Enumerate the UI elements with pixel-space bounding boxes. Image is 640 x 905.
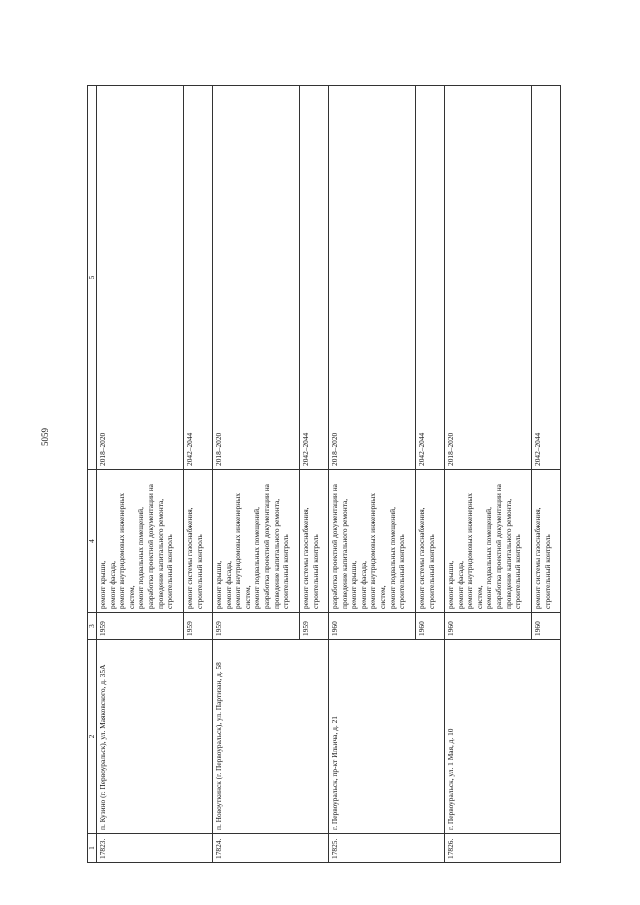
works-list (329, 470, 416, 613)
column-number-5: 5 (88, 86, 97, 470)
work-item: строительный контроль (310, 534, 320, 609)
work-item: ремонт крыши, (446, 560, 455, 609)
table-row (97, 86, 184, 863)
commission-year: 1960 (532, 613, 561, 640)
works-list (416, 470, 445, 613)
work-item: проведение капитального ремонта, (339, 498, 349, 609)
work-item: ремонт системы газоснабжения, (185, 507, 194, 609)
work-item: ремонт системы газоснабжения, (301, 507, 310, 609)
work-item: строительный контроль (165, 534, 175, 609)
work-item: ремонт подвальных помещений, (484, 507, 494, 609)
work-item: строительный контроль (194, 534, 204, 609)
repair-period: 2042–2044 (532, 86, 561, 470)
work-item: проведение капитального ремонта, (503, 498, 513, 609)
works-list (213, 470, 300, 613)
table-body (88, 86, 561, 863)
entry-address: г. Первоуральск, ул. 1 Мая, д. 10 (445, 640, 561, 834)
entry-address: п. Новоуткинск (г. Первоуральск), ул. Партизан, д. 58 (213, 640, 329, 834)
table-row (213, 86, 300, 863)
work-item: ремонт крыши, (214, 560, 223, 609)
work-item: проведение капитального ремонта, (155, 498, 165, 609)
commission-year: 1959 (300, 613, 329, 640)
commission-year: 1960 (329, 613, 416, 640)
work-item: ремонт подвальных помещений, (252, 507, 262, 609)
work-item: ремонт подвальных помещений, (387, 507, 397, 609)
work-item: разработка проектной документации на (493, 484, 503, 609)
work-item: ремонт внутридомовых инженерных систем, (117, 493, 136, 609)
works-list (532, 470, 561, 613)
rotated-table-sheet (87, 85, 552, 863)
work-item: ремонт крыши, (349, 560, 359, 609)
repair-period: 2018–2020 (329, 86, 416, 470)
commission-year: 1960 (416, 613, 445, 640)
work-item: строительный контроль (513, 534, 523, 609)
repair-period: 2018–2020 (445, 86, 532, 470)
work-item: ремонт системы газоснабжения, (533, 507, 542, 609)
repair-period: 2018–2020 (213, 86, 300, 470)
repair-schedule-table (87, 85, 561, 863)
column-number-4: 4 (88, 470, 97, 613)
work-item: разработка проектной документации на (145, 484, 155, 609)
commission-year: 1959 (213, 613, 300, 640)
works-list (300, 470, 329, 613)
work-item: строительный контроль (281, 534, 291, 609)
work-item: ремонт фасада, (223, 561, 233, 609)
work-item: ремонт внутридомовых инженерных систем, (368, 493, 387, 609)
work-item: ремонт фасада, (107, 561, 117, 609)
works-list (97, 470, 184, 613)
table-row (445, 86, 532, 863)
repair-period: 2042–2044 (300, 86, 329, 470)
table-row (329, 86, 416, 863)
column-number-row (88, 86, 97, 863)
column-number-1: 1 (88, 834, 97, 863)
column-number-3: 3 (88, 613, 97, 640)
repair-period: 2042–2044 (416, 86, 445, 470)
work-item: ремонт внутридомовых инженерных систем, (233, 493, 252, 609)
work-item: строительный контроль (397, 534, 407, 609)
work-item: ремонт фасада, (455, 561, 465, 609)
repair-period: 2042–2044 (184, 86, 213, 470)
commission-year: 1959 (184, 613, 213, 640)
work-item: ремонт фасада, (358, 561, 368, 609)
work-item: строительный контроль (542, 534, 552, 609)
commission-year: 1960 (445, 613, 532, 640)
repair-period: 2018–2020 (97, 86, 184, 470)
work-item: ремонт системы газоснабжения, (417, 507, 426, 609)
work-item: разработка проектной документации на (330, 484, 339, 609)
work-item: ремонт внутридомовых инженерных систем, (465, 493, 484, 609)
entry-number: 17825. (329, 834, 445, 863)
entry-address: п. Кузино (г. Первоуральск), ул. Маяковского, д. 35А (97, 640, 213, 834)
work-item: разработка проектной документации на (261, 484, 271, 609)
entry-number: 17823. (97, 834, 213, 863)
work-item: проведение капитального ремонта, (271, 498, 281, 609)
entry-number: 17824. (213, 834, 329, 863)
work-item: ремонт подвальных помещений, (136, 507, 146, 609)
column-number-2: 2 (88, 640, 97, 834)
page-number: 5059 (40, 428, 50, 446)
entry-address: г. Первоуральск, пр-кт Ильича, д. 21 (329, 640, 445, 834)
commission-year: 1959 (97, 613, 184, 640)
entry-number: 17826. (445, 834, 561, 863)
work-item: ремонт крыши, (98, 560, 107, 609)
works-list (445, 470, 532, 613)
work-item: строительный контроль (426, 534, 436, 609)
works-list (184, 470, 213, 613)
